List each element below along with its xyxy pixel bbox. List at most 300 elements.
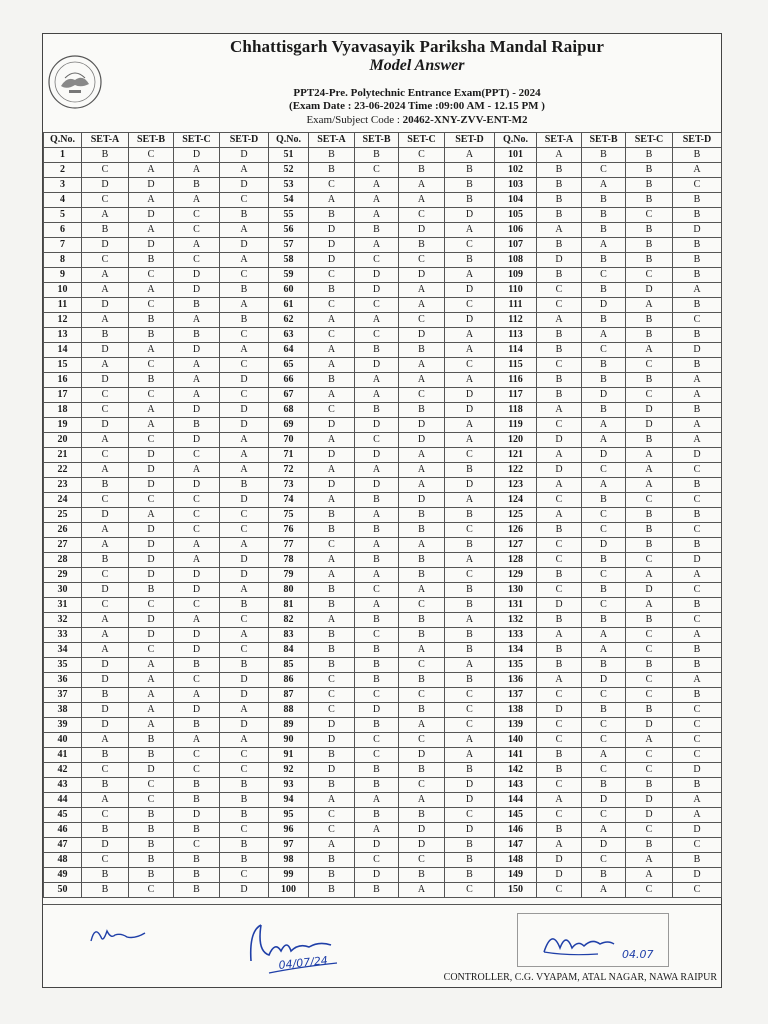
answer-cell: A (220, 463, 269, 478)
question-number: 26 (44, 523, 82, 538)
answer-cell: B (673, 358, 722, 373)
answer-cell: A (309, 793, 355, 808)
answer-cell: A (220, 733, 269, 748)
answer-cell: A (673, 418, 722, 433)
answer-cell: C (582, 343, 626, 358)
question-number: 93 (269, 778, 309, 793)
answer-cell: A (626, 598, 673, 613)
answer-cell: C (220, 508, 269, 523)
question-number: 98 (269, 853, 309, 868)
question-number: 130 (495, 583, 537, 598)
answer-cell: A (174, 688, 220, 703)
answer-cell: A (129, 283, 174, 298)
answer-cell: C (399, 658, 445, 673)
answer-cell: B (537, 238, 582, 253)
answer-cell: D (626, 808, 673, 823)
answer-cell: C (220, 328, 269, 343)
table-row (44, 493, 722, 508)
answer-cell: B (399, 868, 445, 883)
answer-cell: B (673, 658, 722, 673)
column-header-set-d: SET-D (220, 133, 269, 148)
answer-cell: A (220, 583, 269, 598)
answer-cell: D (82, 583, 129, 598)
answer-cell: A (309, 313, 355, 328)
answer-cell: C (626, 763, 673, 778)
question-number: 80 (269, 583, 309, 598)
answer-cell: B (399, 808, 445, 823)
answer-cell: A (355, 178, 399, 193)
answer-cell: A (129, 418, 174, 433)
question-number: 139 (495, 718, 537, 733)
question-number: 21 (44, 448, 82, 463)
question-number: 12 (44, 313, 82, 328)
question-number: 27 (44, 538, 82, 553)
answer-cell: B (174, 823, 220, 838)
question-number: 41 (44, 748, 82, 763)
answer-cell: D (582, 838, 626, 853)
answer-cell: B (82, 748, 129, 763)
answer-cell: C (399, 388, 445, 403)
doc-title: Model Answer (369, 57, 465, 74)
answer-cell: C (537, 298, 582, 313)
answer-cell: C (582, 463, 626, 478)
answer-cell: A (582, 418, 626, 433)
column-header-set-b: SET-B (129, 133, 174, 148)
answer-cell: B (309, 778, 355, 793)
answer-cell: C (355, 163, 399, 178)
answer-cell: D (445, 283, 495, 298)
answer-cell: C (309, 688, 355, 703)
answer-cell: D (582, 538, 626, 553)
table-row (44, 613, 722, 628)
answer-cell: C (220, 613, 269, 628)
answer-cell: A (537, 673, 582, 688)
answer-cell: D (220, 238, 269, 253)
answer-cell: C (220, 193, 269, 208)
answer-cell: B (220, 658, 269, 673)
answer-cell: B (582, 403, 626, 418)
answer-cell: A (537, 223, 582, 238)
question-number: 69 (269, 418, 309, 433)
answer-cell: A (626, 298, 673, 313)
answer-cell: D (220, 673, 269, 688)
answer-cell: B (399, 673, 445, 688)
answer-cell: C (445, 238, 495, 253)
answer-cell: B (220, 478, 269, 493)
answer-cell: B (537, 643, 582, 658)
answer-cell: D (445, 778, 495, 793)
answer-cell: D (220, 553, 269, 568)
answer-cell: A (399, 883, 445, 898)
question-number: 146 (495, 823, 537, 838)
question-number: 148 (495, 853, 537, 868)
answer-cell: C (673, 838, 722, 853)
signature-2 (239, 911, 349, 981)
answer-cell: A (399, 463, 445, 478)
table-row (44, 328, 722, 343)
question-number: 107 (495, 238, 537, 253)
answer-cell: C (445, 883, 495, 898)
answer-cell: A (174, 163, 220, 178)
answer-cell: A (673, 568, 722, 583)
answer-cell: C (673, 703, 722, 718)
question-number: 45 (44, 808, 82, 823)
answer-cell: C (174, 508, 220, 523)
answer-cell: D (355, 418, 399, 433)
answer-cell: B (220, 778, 269, 793)
answer-cell: C (220, 523, 269, 538)
answer-cell: A (582, 238, 626, 253)
answer-cell: A (309, 388, 355, 403)
answer-cell: C (355, 688, 399, 703)
answer-cell: A (220, 628, 269, 643)
table-row (44, 403, 722, 418)
column-header-qno: Q.No. (495, 133, 537, 148)
answer-cell: B (626, 193, 673, 208)
answer-cell: A (399, 373, 445, 388)
answer-cell: A (582, 823, 626, 838)
question-number: 76 (269, 523, 309, 538)
answer-cell: B (673, 643, 722, 658)
answer-cell: A (129, 658, 174, 673)
answer-cell: C (355, 583, 399, 598)
answer-cell: C (309, 403, 355, 418)
answer-cell: D (129, 523, 174, 538)
answer-cell: B (174, 178, 220, 193)
answer-cell: A (82, 313, 129, 328)
question-number: 114 (495, 343, 537, 358)
controller-caption: CONTROLLER, C.G. VYAPAM, ATAL NAGAR, NAWA RAIPUR (443, 972, 717, 983)
column-header-set-c: SET-C (626, 133, 673, 148)
question-number: 35 (44, 658, 82, 673)
answer-cell: C (220, 358, 269, 373)
answer-cell: D (355, 838, 399, 853)
answer-cell: D (82, 373, 129, 388)
answer-cell: B (582, 313, 626, 328)
answer-cell: B (355, 658, 399, 673)
answer-cell: C (174, 748, 220, 763)
answer-cell: D (445, 313, 495, 328)
answer-cell: B (82, 328, 129, 343)
answer-cell: A (309, 463, 355, 478)
question-number: 149 (495, 868, 537, 883)
answer-cell: C (626, 628, 673, 643)
answer-cell: C (626, 358, 673, 373)
answer-cell: B (309, 163, 355, 178)
answer-cell: B (174, 883, 220, 898)
question-number: 44 (44, 793, 82, 808)
answer-cell: D (537, 433, 582, 448)
answer-cell: A (399, 478, 445, 493)
answer-cell: A (445, 328, 495, 343)
answer-cell: A (174, 613, 220, 628)
question-number: 119 (495, 418, 537, 433)
answer-cell: A (82, 628, 129, 643)
answer-cell: A (582, 433, 626, 448)
answer-cell: C (309, 538, 355, 553)
answer-cell: A (174, 193, 220, 208)
answer-cell: B (355, 778, 399, 793)
answer-cell: C (82, 763, 129, 778)
answer-cell: A (82, 208, 129, 223)
question-number: 111 (495, 298, 537, 313)
answer-cell: A (582, 178, 626, 193)
answer-cell: B (399, 523, 445, 538)
question-number: 95 (269, 808, 309, 823)
question-number: 28 (44, 553, 82, 568)
answer-cell: C (537, 358, 582, 373)
answer-cell: B (309, 283, 355, 298)
answer-cell: C (582, 718, 626, 733)
answer-cell: B (220, 838, 269, 853)
answer-cell: C (582, 568, 626, 583)
table-row (44, 568, 722, 583)
answer-cell: B (582, 253, 626, 268)
answer-cell: D (129, 478, 174, 493)
answer-cell: D (82, 238, 129, 253)
answer-cell: C (399, 253, 445, 268)
answer-cell: D (673, 553, 722, 568)
answer-cell: A (537, 508, 582, 523)
answer-cell: C (582, 523, 626, 538)
answer-cell: C (626, 673, 673, 688)
question-number: 30 (44, 583, 82, 598)
answer-cell: D (399, 328, 445, 343)
answer-cell: D (220, 883, 269, 898)
answer-cell: D (309, 733, 355, 748)
answer-cell: D (174, 343, 220, 358)
question-number: 109 (495, 268, 537, 283)
answer-cell: B (626, 328, 673, 343)
column-header-set-d: SET-D (445, 133, 495, 148)
answer-cell: A (355, 208, 399, 223)
answer-cell: B (626, 838, 673, 853)
answer-cell: A (673, 373, 722, 388)
answer-cell: B (129, 853, 174, 868)
question-number: 52 (269, 163, 309, 178)
answer-cell: C (174, 763, 220, 778)
answer-cell: C (537, 538, 582, 553)
answer-cell: B (399, 403, 445, 418)
answer-cell: A (309, 493, 355, 508)
answer-cell: D (673, 823, 722, 838)
answer-cell: B (174, 418, 220, 433)
answer-cell: A (626, 478, 673, 493)
answer-cell: C (537, 688, 582, 703)
question-number: 102 (495, 163, 537, 178)
question-number: 82 (269, 613, 309, 628)
answer-cell: B (129, 823, 174, 838)
answer-cell: D (445, 793, 495, 808)
answer-cell: D (309, 718, 355, 733)
question-number: 150 (495, 883, 537, 898)
question-number: 131 (495, 598, 537, 613)
question-number: 54 (269, 193, 309, 208)
question-number: 124 (495, 493, 537, 508)
answer-cell: A (626, 868, 673, 883)
answer-cell: A (445, 223, 495, 238)
answer-cell: C (129, 148, 174, 163)
answer-cell: B (220, 598, 269, 613)
answer-cell: B (673, 508, 722, 523)
answer-cell: D (673, 448, 722, 463)
answer-cell: B (82, 883, 129, 898)
answer-cell: C (445, 688, 495, 703)
question-number: 8 (44, 253, 82, 268)
answer-cell: C (174, 673, 220, 688)
answer-cell: B (582, 658, 626, 673)
answer-cell: D (129, 538, 174, 553)
answer-cell: A (399, 793, 445, 808)
answer-cell: A (174, 388, 220, 403)
answer-cell: C (445, 568, 495, 583)
answer-cell: D (445, 403, 495, 418)
answer-cell: D (82, 418, 129, 433)
column-header-set-c: SET-C (174, 133, 220, 148)
answer-cell: A (129, 343, 174, 358)
signature-date-1: 04/07/24 (277, 953, 329, 972)
answer-cell: C (82, 598, 129, 613)
answer-cell: B (673, 208, 722, 223)
question-number: 50 (44, 883, 82, 898)
answer-cell: D (220, 493, 269, 508)
answer-cell: B (82, 778, 129, 793)
answer-cell: A (626, 343, 673, 358)
answer-cell: B (582, 358, 626, 373)
question-number: 65 (269, 358, 309, 373)
answer-cell: A (582, 328, 626, 343)
answer-cell: A (673, 388, 722, 403)
answer-cell: D (355, 358, 399, 373)
answer-cell: C (626, 553, 673, 568)
exam-name: PPT24-Pre. Polytechnic Entrance Exam(PPT) - 2024 (293, 87, 541, 99)
question-number: 115 (495, 358, 537, 373)
answer-cell: B (309, 853, 355, 868)
answer-cell: B (673, 148, 722, 163)
answer-cell: C (220, 823, 269, 838)
answer-cell: C (445, 358, 495, 373)
answer-cell: C (399, 778, 445, 793)
table-row (44, 793, 722, 808)
answer-cell: B (399, 343, 445, 358)
answer-cell: A (399, 178, 445, 193)
answer-cell: D (174, 148, 220, 163)
answer-cell: D (309, 763, 355, 778)
answer-cell: D (129, 628, 174, 643)
answer-cell: D (174, 268, 220, 283)
answer-cell: A (174, 373, 220, 388)
answer-cell: A (445, 373, 495, 388)
table-row (44, 478, 722, 493)
table-row (44, 523, 722, 538)
answer-cell: B (673, 268, 722, 283)
answer-cell: A (582, 643, 626, 658)
table-row (44, 298, 722, 313)
answer-cell: C (626, 688, 673, 703)
question-number: 110 (495, 283, 537, 298)
answer-cell: A (537, 448, 582, 463)
answer-cell: D (174, 808, 220, 823)
table-row (44, 343, 722, 358)
answer-cell: C (537, 778, 582, 793)
question-number: 66 (269, 373, 309, 388)
answer-cell: B (399, 163, 445, 178)
answer-cell: B (309, 583, 355, 598)
answer-cell: B (174, 658, 220, 673)
answer-cell: A (82, 538, 129, 553)
question-number: 17 (44, 388, 82, 403)
answer-cell: A (220, 343, 269, 358)
answer-cell: A (537, 838, 582, 853)
answer-cell: A (174, 733, 220, 748)
question-number: 71 (269, 448, 309, 463)
answer-cell: D (174, 433, 220, 448)
question-number: 3 (44, 178, 82, 193)
question-number: 97 (269, 838, 309, 853)
answer-cell: D (582, 388, 626, 403)
table-row (44, 718, 722, 733)
answer-cell: C (673, 613, 722, 628)
table-row (44, 823, 722, 838)
answer-cell: B (537, 208, 582, 223)
answer-cell: C (445, 718, 495, 733)
table-row (44, 178, 722, 193)
answer-cell: C (673, 463, 722, 478)
answer-cell: A (309, 838, 355, 853)
answer-cell: B (445, 598, 495, 613)
answer-cell: B (582, 493, 626, 508)
question-number: 101 (495, 148, 537, 163)
table-row (44, 658, 722, 673)
exam-code-line (43, 114, 721, 126)
answer-cell: B (82, 823, 129, 838)
answer-cell: C (399, 313, 445, 328)
answer-cell: C (673, 523, 722, 538)
answer-cell: D (399, 418, 445, 433)
table-row (44, 148, 722, 163)
answer-cell: B (355, 403, 399, 418)
answer-cell: B (82, 223, 129, 238)
question-number: 63 (269, 328, 309, 343)
answer-cell: B (220, 313, 269, 328)
column-header-set-d: SET-D (673, 133, 722, 148)
table-row (44, 388, 722, 403)
answer-cell: C (82, 808, 129, 823)
question-number: 43 (44, 778, 82, 793)
signature-date-2: 04.07 (622, 948, 654, 961)
answer-cell: D (129, 208, 174, 223)
answer-cell: D (626, 403, 673, 418)
answer-cell: D (399, 433, 445, 448)
answer-cell: B (626, 238, 673, 253)
table-row (44, 538, 722, 553)
question-number: 72 (269, 463, 309, 478)
question-number: 143 (495, 778, 537, 793)
answer-cell: C (129, 643, 174, 658)
answer-cell: B (129, 733, 174, 748)
answer-cell: A (129, 673, 174, 688)
answer-cell: B (355, 343, 399, 358)
answer-cell: C (582, 853, 626, 868)
answer-cell: C (537, 883, 582, 898)
table-row (44, 808, 722, 823)
answer-cell: B (582, 553, 626, 568)
answer-cell: B (355, 883, 399, 898)
answer-cell: B (537, 658, 582, 673)
answer-cell: B (673, 478, 722, 493)
answer-cell: D (445, 388, 495, 403)
answer-cell: B (445, 763, 495, 778)
